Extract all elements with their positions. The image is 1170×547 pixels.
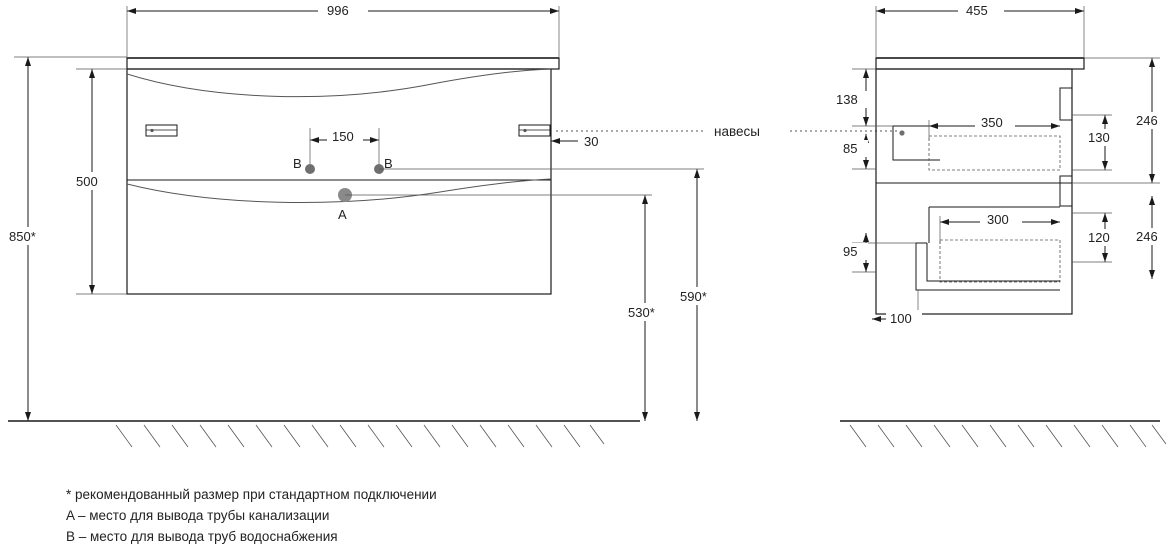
side-upper-drawer-front: [893, 126, 940, 160]
note-line-1: * рекомендованный размер при стандартном подключении: [66, 487, 437, 502]
dim-side-95: [840, 233, 916, 272]
side-hanger-upper: [1060, 88, 1072, 120]
dim-front-right-offset: [551, 134, 598, 149]
side-view: [834, 2, 1170, 447]
dim-front-total-height: [6, 57, 640, 421]
marker-a-label: A: [338, 207, 347, 222]
dim-side-138: [834, 69, 893, 126]
hangers-callout: [556, 124, 900, 139]
marker-b-left-label: B: [293, 156, 302, 171]
front-right-bracket: [519, 125, 550, 136]
side-upper-drawer-box: [929, 136, 1060, 170]
dim-side-85-label: 85: [843, 141, 858, 156]
dim-front-handles-spacing: [310, 128, 379, 164]
front-upper-drawer-curve: [127, 69, 551, 97]
hangers-label: навесы: [714, 124, 760, 139]
note-line-3: B – место для вывода труб водоснабжения: [66, 529, 338, 544]
notes-block: [66, 484, 666, 547]
dim-side-300-label: 300: [987, 212, 1009, 227]
dim-side-130: [1072, 115, 1122, 170]
dim-side-depth-label: 455: [966, 3, 988, 18]
dim-side-246-lower-label: 246: [1136, 229, 1158, 244]
dim-front-width: [127, 2, 559, 58]
marker-b-left-point: [305, 164, 315, 174]
dim-side-100: [872, 290, 922, 327]
dim-side-246-lower: [1132, 196, 1170, 279]
side-cabinet-body: [876, 69, 1072, 314]
side-lower-drawer-front: [916, 243, 1060, 290]
side-hanger-lower: [1060, 176, 1072, 206]
marker-b-right-label: B: [384, 156, 393, 171]
front-cabinet-body: [127, 69, 551, 294]
dim-drain-height-label: 530*: [628, 305, 655, 320]
dim-side-130-label: 130: [1088, 130, 1110, 145]
dim-front-right-offset-label: 30: [584, 134, 599, 149]
front-floor-hatch: [116, 425, 604, 447]
front-view: [6, 2, 724, 447]
side-countertop: [876, 58, 1084, 69]
dim-side-depth: [876, 2, 1084, 58]
dim-side-85: [840, 134, 876, 169]
note-line-2: A – место для вывода трубы канализации: [66, 508, 330, 523]
front-countertop: [127, 58, 559, 69]
dim-drain-height: [345, 195, 670, 421]
dim-front-body-height-label: 500: [76, 174, 98, 189]
front-lower-drawer-curve: [127, 179, 551, 202]
front-left-bracket: [146, 125, 177, 136]
dim-front-total-height-label: 850*: [9, 229, 36, 244]
dim-side-100-label: 100: [890, 311, 912, 326]
dim-side-246-upper-label: 246: [1136, 113, 1158, 128]
side-lower-drawer-inner: [927, 243, 1060, 281]
dim-side-350-label: 350: [981, 115, 1003, 130]
dim-side-120-label: 120: [1088, 230, 1110, 245]
side-floor-hatch: [850, 425, 1166, 447]
dim-side-246-upper: [1072, 58, 1170, 183]
dim-side-138-label: 138: [836, 92, 858, 107]
side-lower-drawer-box: [940, 240, 1060, 282]
dim-front-handles-spacing-label: 150: [332, 129, 354, 144]
dim-front-width-label: 996: [327, 3, 349, 18]
dim-water-height-label: 590*: [680, 289, 707, 304]
side-upper-marker: [899, 130, 904, 135]
dim-side-120: [1072, 213, 1122, 262]
dim-side-300: [940, 211, 1060, 244]
dim-front-body-height: [72, 69, 127, 294]
dim-side-95-label: 95: [843, 244, 858, 259]
